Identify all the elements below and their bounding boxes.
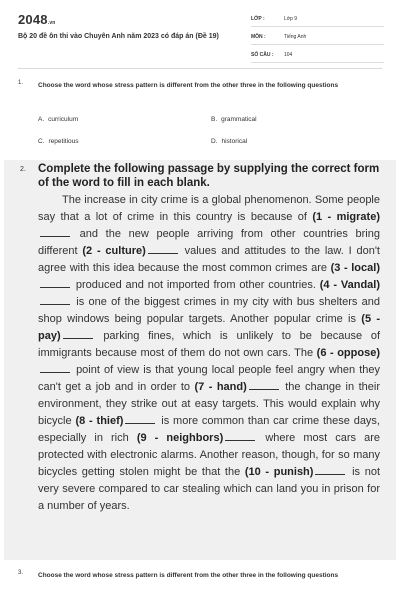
- blank-8[interactable]: [125, 414, 155, 424]
- question-text: Choose the word whose stress pattern is different from the other three in the following questions: [38, 82, 339, 89]
- blank-6[interactable]: [40, 363, 70, 373]
- word-hint: (6 - oppose): [316, 347, 380, 359]
- blank-9[interactable]: [225, 431, 255, 441]
- word-hint: (3 - local): [330, 262, 380, 274]
- word-hint: (5 - pay): [38, 313, 381, 342]
- site-logo[interactable]: 2048.vn: [18, 12, 56, 27]
- meta-label: SỐ CÂU :: [251, 52, 274, 58]
- meta-label: MÔN :: [251, 34, 266, 40]
- meta-value: Lớp 9: [284, 16, 298, 22]
- blank-4[interactable]: [40, 295, 70, 305]
- word-hint: (10 - punish): [244, 466, 314, 478]
- header-divider: [18, 68, 382, 69]
- blank-7[interactable]: [249, 380, 279, 390]
- page-header: [18, 12, 384, 64]
- meta-value: Tiếng Anh: [284, 34, 307, 40]
- word-hint: (8 - thief): [75, 415, 124, 427]
- document-meta: [251, 12, 384, 66]
- meta-label: LỚP :: [251, 16, 265, 22]
- meta-value: 104: [284, 52, 293, 58]
- meta-count-row: [251, 48, 384, 63]
- question-title: Complete the following passage by supplying the correct form of the word to fill in each blank.: [38, 163, 380, 189]
- document-title: Bộ 20 đề ôn thi vào Chuyên Anh năm 2023 có đáp án (Đề 19): [18, 33, 219, 40]
- question-text: Choose the word whose stress pattern is different from the other three in the following questions: [38, 572, 339, 579]
- question-number: 2.: [20, 166, 26, 173]
- word-hint: (2 - culture): [82, 245, 146, 257]
- blank-3[interactable]: [40, 278, 70, 288]
- question-number: 1.: [18, 80, 24, 86]
- blank-5[interactable]: [63, 329, 93, 339]
- question-number: 3.: [18, 570, 24, 576]
- blank-10[interactable]: [315, 465, 345, 475]
- option-c[interactable]: C. repetitious: [38, 138, 79, 145]
- meta-class-row: [251, 12, 384, 27]
- word-hint: (4 - Vandal): [319, 279, 380, 291]
- word-hint: (1 - migrate): [312, 211, 380, 223]
- word-hint: (7 - hand): [194, 381, 247, 393]
- reading-passage: The increase in city crime is a global phenomenon. Some people say that a lot of crime in this country is because of (1 - migrate) and the new people arriving from other countries bring different (2 - culture) values and attitudes to the law. I don't agree with this idea because the most common crimes are (3 - local) produced and not imported from other countries. (4 - Vandal) is one of the biggest crimes in my city with bus shelters and shop windows being popular targets. Another popular crime is (5 - pay) parking fines, which is unlikely to be because of immigrants because most of them do not own cars. The (6 - oppose) point of view is that young local people feel angry when they can't get a job and in order to (7 - hand) the change in their environment, they strike out at easy targets. This would explain why bicycle (8 - thief) is more common than car crime these days, especially in rich (9 - neighbors) where most cars are protected with electronic alarms. Another reason, though, for so many bicycles getting stolen might be that the (10 - punish) is not very severe compared to car stealing which can land you in prison for a number of years.: [38, 194, 381, 512]
- option-b[interactable]: B. grammatical: [211, 116, 257, 123]
- option-a[interactable]: A. curriculum: [38, 116, 79, 123]
- option-d[interactable]: D. historical: [211, 138, 248, 145]
- word-hint: (9 - neighbors): [136, 432, 224, 444]
- meta-subject-row: [251, 30, 384, 45]
- blank-1[interactable]: [40, 227, 70, 237]
- blank-2[interactable]: [148, 244, 178, 254]
